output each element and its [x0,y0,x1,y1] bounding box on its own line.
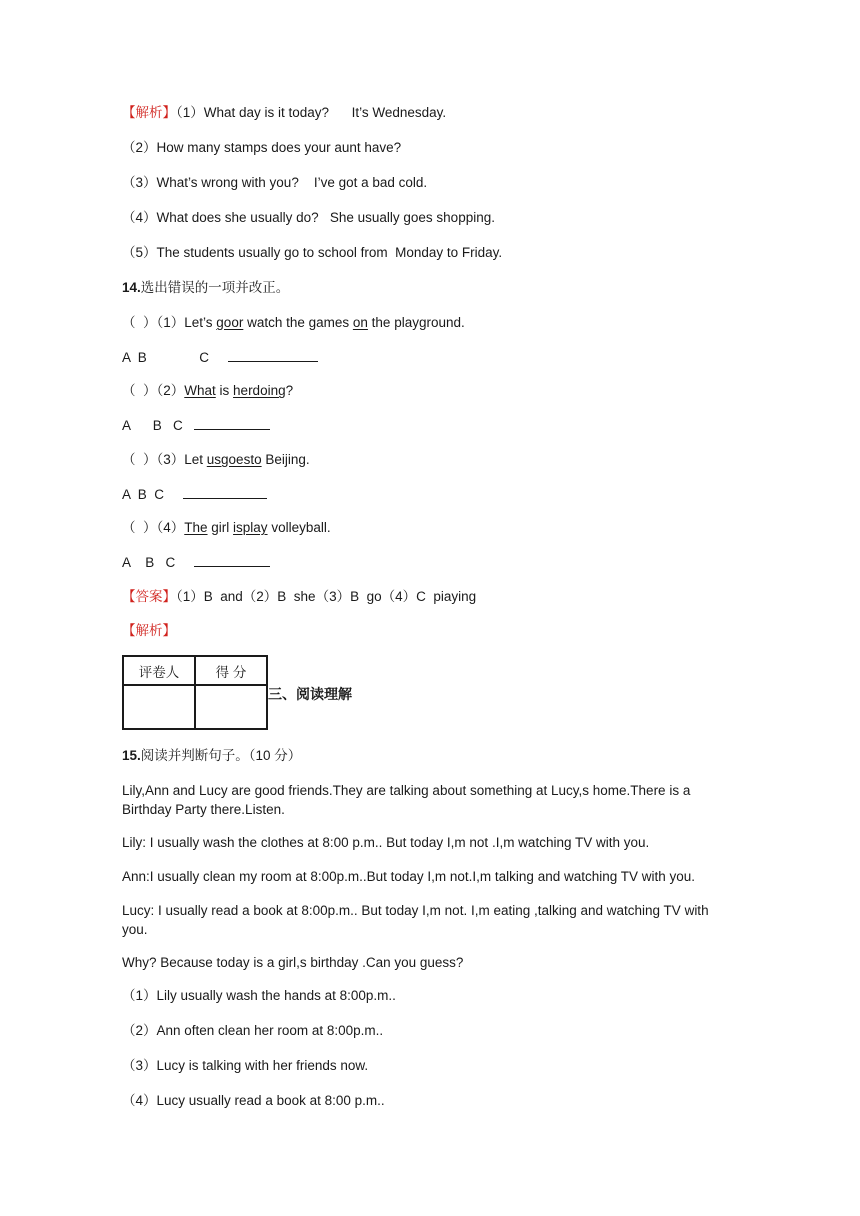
section-3-title: 三、阅读理解 [268,686,352,702]
item-text: watch the games [243,315,353,330]
passage-paragraph: Lucy: I usually read a book at 8:00p.m.. But today I,m not. I,m eating ,talking and watching TV with you. [122,903,709,937]
score-header: 得 分 [195,656,267,685]
option-letters: A B C [122,418,195,433]
q14-answer [122,588,476,606]
analysis-line-3: （3）What’s wrong with you? I’ve got a bad cold. [122,175,428,190]
option-letters: A B C [122,350,228,365]
answer-blank[interactable] [183,485,267,499]
answer-text: （1）B and（2）B she（3）B go（4）C piaying [176,589,477,604]
q14-item-4 [122,519,331,537]
option-letters: A B C [122,555,195,570]
item-prefix: （ ）（4） [122,520,185,535]
statement-1: （1）Lily usually wash the hands at 8:00p.m.. [122,988,396,1003]
underlined-word-a: The [184,520,208,535]
answer-blank[interactable] [228,348,318,362]
passage-paragraph: Lily,Ann and Lucy are good friends.They are talking about something at Lucy,s home.There is a Birthday Party there.Listen. [122,783,691,817]
option-letters: A B C [122,487,183,502]
grader-header: 评卷人 [123,656,195,685]
question-14-heading [122,279,289,297]
item-prefix: （ ）（1）Let’s [122,315,217,330]
underlined-word-a: goor [216,315,244,330]
underlined-word-b: on [352,315,368,330]
item-prefix: （ ）（2） [122,383,185,398]
q14-item-3-options [122,485,267,504]
question-number: 14. [122,280,141,295]
passage-paragraph: Ann:I usually clean my room at 8:00p.m..But today I,m not.I,m talking and watching TV with you. [122,869,696,884]
item-text: ? [285,383,294,398]
item-text: is [215,383,234,398]
question-15-heading [122,747,301,765]
underlined-word-b: herdoing [233,383,286,398]
q14-analysis [122,622,176,640]
passage-paragraph: Lily: I usually wash the clothes at 8:00 p.m.. But today I,m not .I,m watching TV with you. [122,835,650,850]
question-title: 阅读并判断句子。（10 分） [140,748,302,763]
answer-blank[interactable] [194,416,270,430]
analysis-line-1 [122,104,446,122]
item-prefix: （ ）（3）Let [122,452,207,467]
item-text: the playground. [367,315,465,330]
answer-blank[interactable] [194,553,270,567]
passage-paragraph: Why? Because today is a girl,s birthday .Can you guess? [122,955,464,970]
underlined-word-a: usgoesto [206,452,262,467]
item-text: Beijing. [261,452,310,467]
analysis-tag: 【解析】 [122,105,176,120]
answer-tag: 【答案】 [122,589,176,604]
item-text: girl [207,520,234,535]
underlined-word-b: isplay [233,520,268,535]
q14-item-2-options [122,416,270,435]
analysis-text: （1）What day is it today? It’s Wednesday. [176,105,447,120]
analysis-line-2: （2）How many stamps does your aunt have? [122,140,402,155]
q14-item-1-options [122,348,318,367]
statement-3: （3）Lucy is talking with her friends now. [122,1058,369,1073]
analysis-tag: 【解析】 [122,623,176,638]
grader-score-table [122,655,268,730]
q14-item-3 [122,451,310,469]
q14-item-2 [122,382,293,400]
q14-item-1 [122,314,465,332]
underlined-word-a: What [184,383,216,398]
analysis-line-5: （5）The students usually go to school from Monday to Friday. [122,245,503,260]
q14-item-4-options [122,553,270,572]
question-number: 15. [122,748,141,763]
grader-cell[interactable] [123,685,195,729]
statement-2: （2）Ann often clean her room at 8:00p.m.. [122,1023,384,1038]
analysis-line-4: （4）What does she usually do? She usually goes shopping. [122,210,495,225]
item-text: volleyball. [267,520,331,535]
statement-4: （4）Lucy usually read a book at 8:00 p.m.. [122,1093,385,1108]
score-cell[interactable] [195,685,267,729]
question-title: 选出错误的一项并改正。 [140,280,290,295]
